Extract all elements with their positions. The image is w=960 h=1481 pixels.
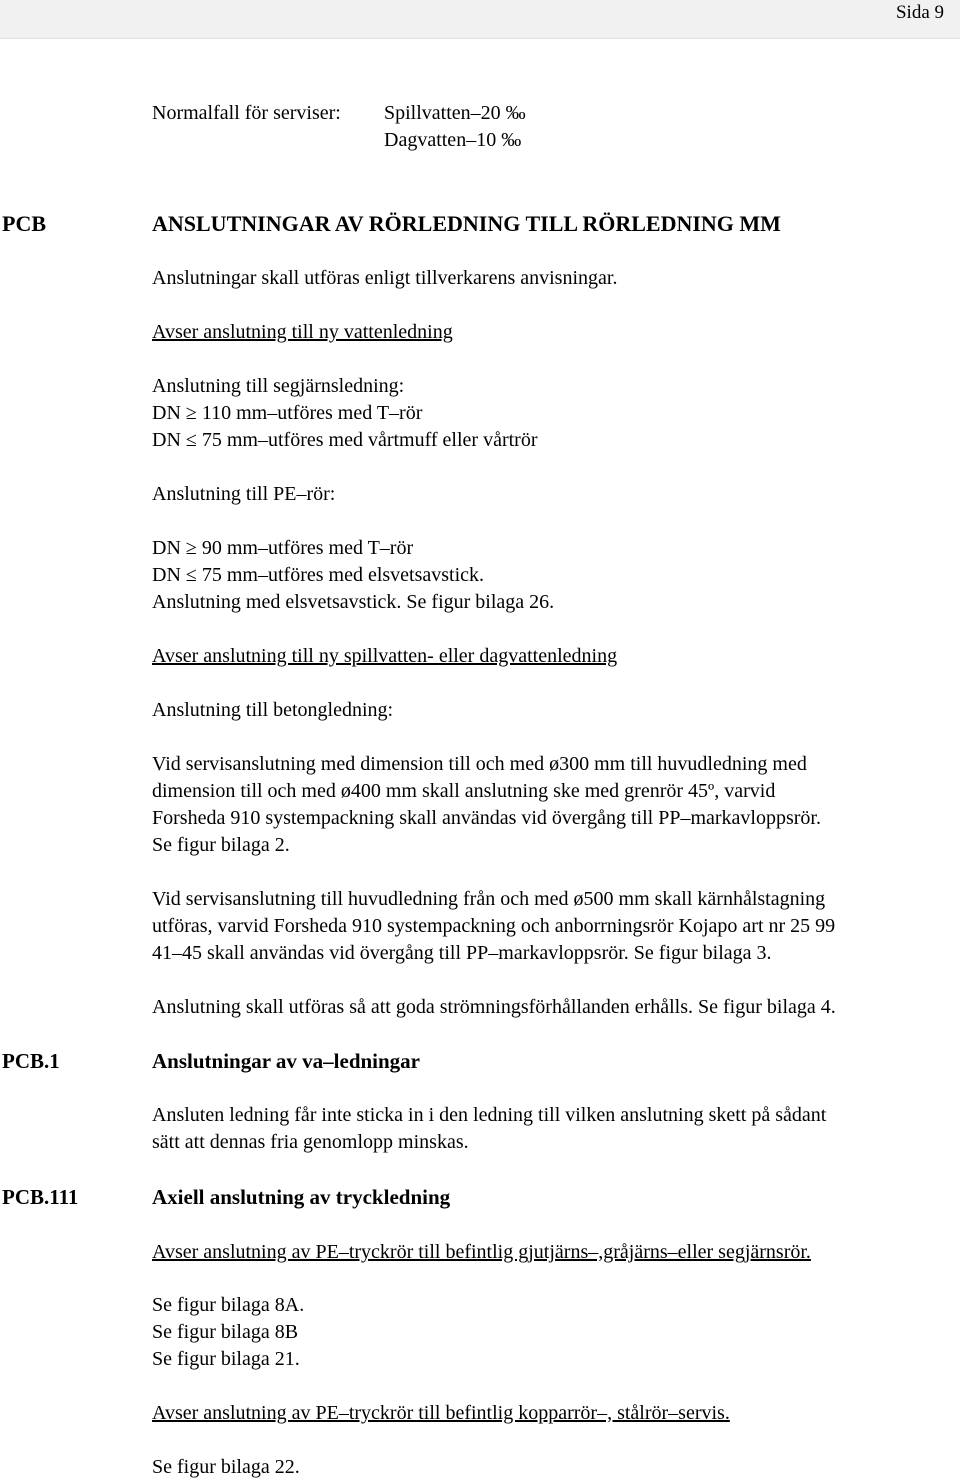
para1-line-3: Forsheda 910 systempackning skall användas vid övergång till PP–markavloppsrör.: [152, 807, 821, 829]
service-label: Normalfall för serviser:: [152, 102, 341, 124]
ref-bilaga-21: Se figur bilaga 21.: [152, 1348, 300, 1370]
section-code-pcb: PCB: [2, 211, 46, 236]
pe-line-2: DN ≤ 75 mm–utföres med elsvetsavstick.: [152, 564, 485, 586]
spill-heading: Avser anslutning till ny spillvatten- eller dagvattenledning: [152, 645, 618, 667]
pe-line-1: DN ≥ 90 mm–utföres med T–rör: [152, 537, 414, 559]
pcb1-text-line-2: sätt att dennas fria genomlopp minskas.: [152, 1131, 469, 1153]
para2-line-1: Vid servisanslutning till huvudledning från och med ø500 mm skall kärnhålstagning: [152, 888, 826, 910]
segjarn-line-1: DN ≥ 110 mm–utföres med T–rör: [152, 402, 423, 424]
ref-bilaga-22: Se figur bilaga 22.: [152, 1456, 300, 1478]
page-header: [0, 0, 960, 39]
para2-line-3: 41–45 skall användas vid övergång till PP–markavloppsrör. Se figur bilaga 3.: [152, 942, 772, 964]
para1-line-2: dimension till och med ø400 mm skall anslutning ske med grenrör 45º, varvid: [152, 780, 776, 802]
segjarn-label: Anslutning till segjärnsledning:: [152, 375, 405, 397]
para1-line-1: Vid servisanslutning med dimension till och med ø300 mm till huvudledning med: [152, 753, 807, 775]
segjarn-line-2: DN ≤ 75 mm–utföres med vårtmuff eller vårtrör: [152, 429, 538, 451]
ref-bilaga-8a: Se figur bilaga 8A.: [152, 1294, 305, 1316]
pcb111-heading-2: Avser anslutning av PE–tryckrör till befintlig kopparrör–, stålrör–servis.: [152, 1402, 730, 1424]
ref-bilaga-8b: Se figur bilaga 8B: [152, 1321, 299, 1343]
para3: Anslutning skall utföras så att goda strömningsförhållanden erhålls. Se figur bilaga 4.: [152, 996, 836, 1018]
pe-line-3: Anslutning med elsvetsavstick. Se figur bilaga 26.: [152, 591, 555, 613]
betong-label: Anslutning till betongledning:: [152, 699, 394, 721]
page-number: Sida 9: [895, 2, 944, 23]
pcb1-text-line-1: Ansluten ledning får inte sticka in i den ledning till vilken anslutning skett på sådant: [152, 1104, 827, 1126]
service-spillvatten: Spillvatten–20 ‰: [384, 102, 526, 124]
intro-text: Anslutningar skall utföras enligt tillverkarens anvisningar.: [152, 267, 618, 289]
vatten-heading: Avser anslutning till ny vattenledning: [152, 321, 453, 343]
section-title-pcb: ANSLUTNINGAR AV RÖRLEDNING TILL RÖRLEDNING MM: [152, 211, 781, 236]
service-dagvatten: Dagvatten–10 ‰: [384, 129, 522, 151]
section-code-pcb1: PCB.1: [2, 1049, 60, 1073]
pe-label: Anslutning till PE–rör:: [152, 483, 336, 505]
para2-line-2: utföras, varvid Forsheda 910 systempackning och anborrningsrör Kojapo art nr 25 99: [152, 915, 836, 937]
section-title-pcb111: Axiell anslutning av tryckledning: [152, 1185, 451, 1209]
section-code-pcb111: PCB.111: [2, 1185, 79, 1209]
section-title-pcb1: Anslutningar av va–ledningar: [152, 1049, 421, 1073]
para1-line-4: Se figur bilaga 2.: [152, 834, 290, 856]
pcb111-heading-1: Avser anslutning av PE–tryckrör till befintlig gjutjärns–,gråjärns–eller segjärnsrör.: [152, 1241, 811, 1263]
